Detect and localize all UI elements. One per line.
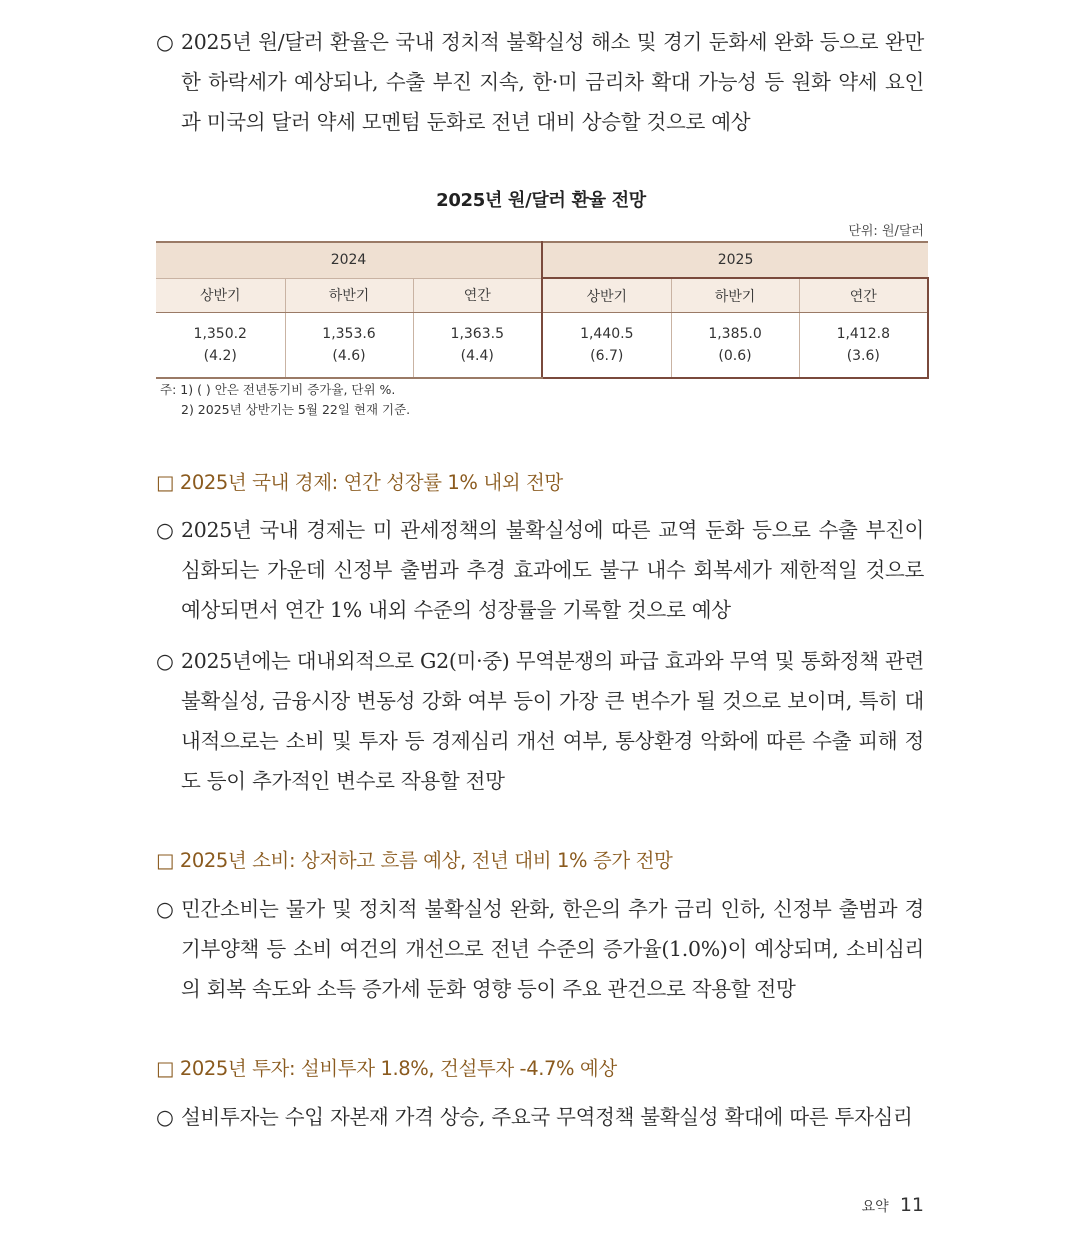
table-note: 주: 1) ( ) 안은 전년동기비 증가율, 단위 %. bbox=[160, 382, 396, 397]
circle-bullet-icon: ○ bbox=[156, 30, 174, 54]
table-cell bbox=[799, 313, 928, 379]
exchange-rate-table bbox=[156, 241, 929, 379]
paragraph-text: 민간소비는 물가 및 정치적 불확실성 완화, 한은의 추가 금리 인하, 신정부 출범과 경기부양책 등 소비 여건의 개선으로 전년 수준의 증가율(1.0%)이 예상되며, 소비심리의 회복 속도와 소득 증가세 둔화 영향 등이 주요 관건으로 작용할 전망 bbox=[181, 897, 924, 1001]
cell-value: 1,353.6 bbox=[322, 326, 376, 342]
paragraph-text: 2025년 국내 경제는 미 관세정책의 불확실성에 따른 교역 둔화 등으로 수출 부진이 심화되는 가운데 신정부 출범과 추경 효과에도 불구 내수 회복세가 제한적일 것으로 예상되면서 연간 1% 내외 수준의 성장률을 기록할 것으로 예상 bbox=[181, 518, 924, 622]
col-header: 하반기 bbox=[285, 278, 413, 313]
circle-bullet-icon: ○ bbox=[156, 518, 174, 542]
circle-bullet-icon: ○ bbox=[156, 1105, 174, 1129]
footer-label: 요약 bbox=[861, 1199, 889, 1215]
page-footer bbox=[862, 1194, 924, 1216]
economy-paragraph-2 bbox=[156, 641, 924, 801]
paragraph-text: 2025년 원/달러 환율은 국내 정치적 불확실성 해소 및 경기 둔화세 완화 등으로 완만한 하락세가 예상되나, 수출 부진 지속, 한·미 금리차 확대 가능성 등 원화 약세 요인과 미국의 달러 약세 모멘텀 둔화로 전년 대비 상승할 것으로 예상 bbox=[181, 30, 924, 134]
table-cell bbox=[542, 313, 671, 379]
table-note: 2) 2025년 상반기는 5월 22일 현재 기준. bbox=[181, 402, 411, 417]
cell-value: 1,363.5 bbox=[450, 326, 504, 342]
table-cell bbox=[671, 313, 799, 379]
section-heading-consumption: □ 2025년 소비: 상저하고 흐름 예상, 전년 대비 1% 증가 전망 bbox=[156, 849, 673, 872]
investment-paragraph bbox=[156, 1097, 924, 1137]
table-unit: 단위: 원/달러 bbox=[848, 224, 924, 239]
cell-change: (3.6) bbox=[846, 348, 880, 364]
section-heading-economy: □ 2025년 국내 경제: 연간 성장률 1% 내외 전망 bbox=[156, 471, 563, 494]
cell-change: (4.6) bbox=[332, 348, 366, 364]
year-header-2024: 2024 bbox=[156, 242, 542, 278]
table-cell bbox=[413, 313, 542, 379]
cell-change: (6.7) bbox=[590, 348, 624, 364]
section-heading-investment: □ 2025년 투자: 설비투자 1.8%, 건설투자 -4.7% 예상 bbox=[156, 1057, 617, 1080]
col-header: 상반기 bbox=[542, 278, 671, 313]
circle-bullet-icon: ○ bbox=[156, 897, 174, 921]
cell-change: (4.2) bbox=[203, 348, 237, 364]
col-header: 하반기 bbox=[671, 278, 799, 313]
cell-value: 1,385.0 bbox=[708, 326, 762, 342]
col-header: 상반기 bbox=[156, 278, 285, 313]
table-notes bbox=[160, 380, 410, 420]
cell-value: 1,350.2 bbox=[193, 326, 247, 342]
paragraph-text: 2025년에는 대내외적으로 G2(미·중) 무역분쟁의 파급 효과와 무역 및 통화정책 관련 불확실성, 금융시장 변동성 강화 여부 등이 가장 큰 변수가 될 것으로 보이며, 특히 대내적으로는 소비 및 투자 등 경제심리 개선 여부, 통상환경 악화에 따른 수출 피해 정도 등이 추가적인 변수로 작용할 전망 bbox=[181, 649, 924, 793]
col-header: 연간 bbox=[413, 278, 542, 313]
col-header: 연간 bbox=[799, 278, 928, 313]
cell-change: (4.4) bbox=[460, 348, 494, 364]
circle-bullet-icon: ○ bbox=[156, 649, 174, 673]
cell-value: 1,412.8 bbox=[836, 326, 891, 342]
page-number: 11 bbox=[899, 1194, 924, 1216]
paragraph-text: 설비투자는 수입 자본재 가격 상승, 주요국 무역정책 불확실성 확대에 따른 투자심리 bbox=[181, 1105, 913, 1129]
economy-paragraph-1 bbox=[156, 510, 924, 630]
table-cell bbox=[285, 313, 413, 379]
fx-outlook-paragraph bbox=[156, 22, 924, 142]
year-header-2025: 2025 bbox=[542, 242, 928, 278]
cell-value: 1,440.5 bbox=[580, 326, 634, 342]
consumption-paragraph bbox=[156, 889, 924, 1009]
table-cell bbox=[156, 313, 285, 379]
cell-change: (0.6) bbox=[718, 348, 752, 364]
table-title: 2025년 원/달러 환율 전망 bbox=[436, 190, 646, 211]
